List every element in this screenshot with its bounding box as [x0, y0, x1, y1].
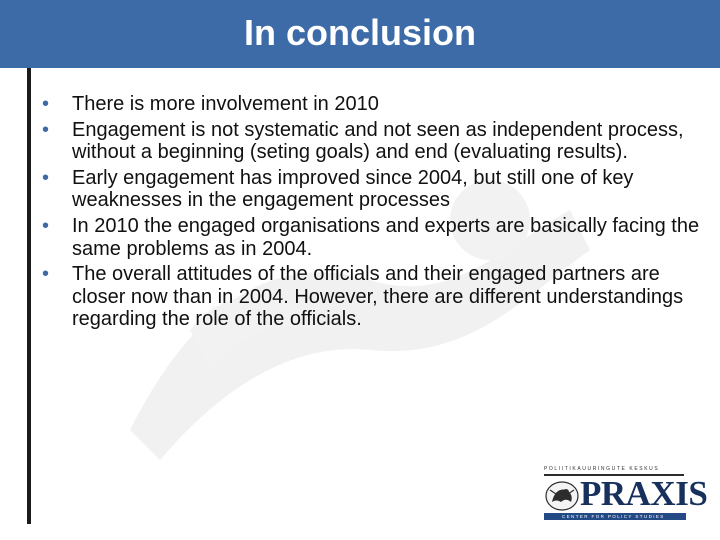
bullet-marker: • — [42, 93, 50, 115]
bullet-marker: • — [42, 263, 50, 286]
praxis-logo — [540, 466, 708, 522]
bullet-text: Engagement is not systematic and not seen as independent process, without a beginning (seting goals) and end (evaluating results). — [72, 118, 684, 164]
bullet-marker: • — [42, 118, 50, 141]
slide-title: In conclusion — [243, 12, 476, 53]
bullet-text: There is more involvement in 2010 — [72, 93, 379, 115]
bullet-item — [42, 119, 702, 164]
logo-wordmark: PRAXIS — [580, 474, 708, 513]
title-bar — [0, 0, 720, 68]
lion-emblem-icon — [544, 480, 580, 512]
bullet-text: In 2010 the engaged organisations and experts are basically facing the same problems as in 2004. — [72, 214, 700, 260]
bullet-item — [42, 93, 702, 116]
logo-tagline-top: POLIITIKAUURINGUTE KESKUS — [544, 466, 660, 472]
bullet-text: The overall attitudes of the officials and their engaged partners are closer now than in 2004. However, there are different understandings regarding the role of the officials. — [72, 263, 684, 331]
logo-tagline-bottom: CENTER FOR POLICY STUDIES — [562, 514, 665, 519]
bullet-list — [42, 93, 702, 334]
bullet-marker: • — [42, 214, 50, 237]
bullet-text: Early engagement has improved since 2004, but still one of key weaknesses in the engagement processes — [72, 166, 634, 212]
bullet-item — [42, 263, 702, 331]
bullet-item — [42, 215, 702, 260]
left-border-rule — [27, 68, 31, 524]
bullet-marker: • — [42, 166, 50, 189]
bullet-item — [42, 167, 702, 212]
